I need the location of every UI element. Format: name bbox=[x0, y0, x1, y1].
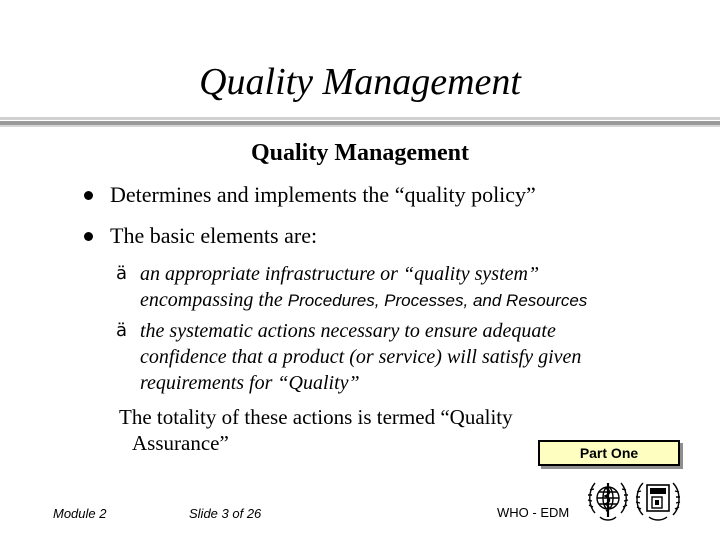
arrow-icon: ä bbox=[116, 320, 128, 341]
who-emblem-icon bbox=[586, 477, 630, 523]
footer-org: WHO - EDM bbox=[497, 505, 570, 520]
totality-statement bbox=[119, 404, 559, 456]
totality-line: Assurance” bbox=[132, 431, 229, 455]
bullet-dot-icon bbox=[84, 232, 93, 241]
title-divider bbox=[0, 117, 720, 127]
sub-bullet-line: the systematic actions necessary to ensure adequate bbox=[140, 320, 556, 342]
edm-emblem-icon bbox=[634, 477, 682, 523]
footer-slide-number: Slide 3 of 26 bbox=[189, 506, 262, 521]
footer-module: Module 2 bbox=[53, 506, 107, 521]
sub-bullet-item bbox=[116, 318, 676, 396]
sub-bullet-line: an appropriate infrastructure or “quality system” bbox=[140, 263, 540, 285]
bullet-dot-icon bbox=[84, 191, 93, 200]
totality-line: The totality of these actions is termed “Quality bbox=[119, 405, 513, 429]
sub-bullet-emphasis: Procedures, Processes, and Resources bbox=[287, 291, 588, 310]
slide-title: Quality Management bbox=[199, 61, 521, 103]
sub-bullet-line: requirements for “Quality” bbox=[140, 372, 360, 394]
part-badge: Part One bbox=[538, 440, 680, 466]
sub-bullet-line: confidence that a product (or service) will satisfy given bbox=[140, 346, 582, 368]
sub-bullet-text: encompassing the bbox=[140, 289, 288, 311]
arrow-icon: ä bbox=[116, 263, 128, 284]
sub-bullet-line bbox=[116, 287, 676, 314]
sub-bullet-item bbox=[116, 261, 676, 314]
slide-subtitle: Quality Management bbox=[251, 140, 469, 166]
bullet-text: Determines and implements the “quality policy” bbox=[110, 182, 536, 207]
bullet-text: The basic elements are: bbox=[110, 223, 318, 248]
